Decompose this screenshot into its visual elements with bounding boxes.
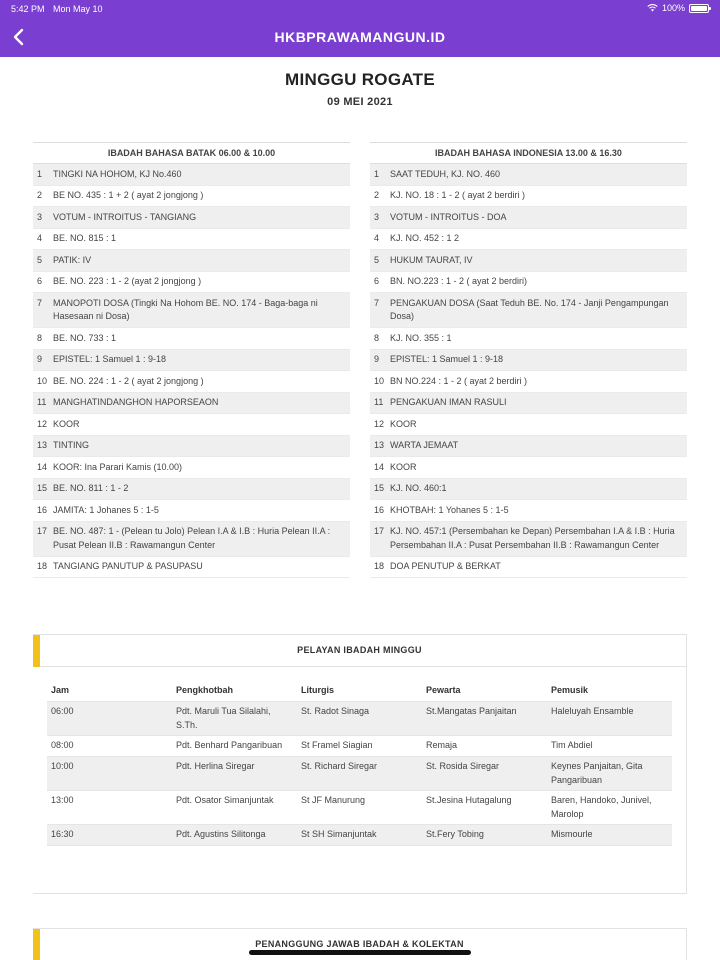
- liturgy-batak-row: [33, 414, 350, 436]
- row-number: 16: [37, 504, 48, 515]
- table-cell: Tim Abdiel: [551, 740, 593, 750]
- liturgy-indonesia-row: [370, 229, 687, 251]
- row-text: EPISTEL: 1 Samuel 1 : 9-18: [390, 354, 504, 364]
- liturgy-batak-list: [33, 164, 350, 578]
- row-text: DOA PENUTUP & BERKAT: [390, 561, 501, 571]
- row-number: 6: [374, 276, 380, 286]
- table-cell: Remaja: [426, 740, 458, 750]
- liturgy-batak-row: [33, 457, 350, 479]
- row-number: 11: [374, 397, 384, 407]
- row-text: PENGAKUAN DOSA (Saat Teduh BE. No. 174 - Janji Pengampungan Dosa): [390, 297, 669, 321]
- row-number: 4: [374, 233, 380, 243]
- row-text: KJ. NO. 355 : 1: [390, 332, 452, 343]
- liturgy-indonesia-row: [370, 414, 687, 436]
- row-number: 15: [374, 483, 385, 493]
- liturgy-batak-row: [33, 164, 350, 186]
- table-cell: Baren, Handoko, Junivel, Marolop: [551, 795, 652, 819]
- liturgy-batak: [33, 142, 350, 578]
- liturgy-batak-row: [33, 207, 350, 229]
- table-cell: 10:00: [51, 761, 74, 771]
- row-text: TINTING: [53, 440, 89, 450]
- row-number: 12: [374, 418, 385, 429]
- row-text: TINGKI NA HOHOM, KJ No.460: [53, 168, 182, 179]
- row-text: BE. NO. 733 : 1: [53, 332, 117, 343]
- table-row: [47, 825, 672, 846]
- liturgy-indonesia-row: [370, 457, 687, 479]
- row-text: BN. NO.223 : 1 - 2 ( ayat 2 berdiri): [390, 276, 528, 286]
- row-number: 13: [374, 440, 385, 450]
- nav-bar: [0, 17, 720, 57]
- row-number: 14: [37, 461, 48, 472]
- table-cell: Keynes Panjaitan, Gita Pangaribuan: [551, 761, 643, 785]
- table-cell: 08:00: [51, 740, 74, 750]
- row-number: 17: [37, 526, 48, 536]
- table-row: [47, 736, 672, 757]
- row-number: 5: [374, 254, 380, 265]
- row-number: 9: [374, 354, 380, 364]
- row-text: KJ. NO. 460:1: [390, 483, 447, 493]
- liturgy-indonesia-list: [370, 164, 687, 578]
- liturgy-batak-row: [33, 436, 350, 458]
- liturgy-indonesia-row: [370, 350, 687, 372]
- pelayan-table: [47, 680, 672, 846]
- table-cell: Haleluyah Ensamble: [551, 706, 634, 716]
- liturgy-indonesia-row: [370, 500, 687, 522]
- liturgy-batak-header: IBADAH BAHASA BATAK 06.00 & 10.00: [33, 142, 350, 164]
- row-text: BE. NO. 223 : 1 - 2 (ayat 2 jongjong ): [53, 276, 202, 286]
- liturgy-indonesia-header: IBADAH BAHASA INDONESIA 13.00 & 16.30: [370, 142, 687, 164]
- liturgy-indonesia-row: [370, 293, 687, 328]
- liturgy-indonesia-row: [370, 164, 687, 186]
- liturgy-indonesia: [370, 142, 687, 578]
- row-text: WARTA JEMAAT: [390, 440, 459, 450]
- column-header-jam: Jam: [51, 685, 70, 695]
- card-accent-bar: [33, 635, 40, 667]
- page-date: 09 MEI 2021: [327, 96, 393, 108]
- liturgy-batak-row: [33, 557, 350, 579]
- table-cell: 13:00: [51, 795, 74, 805]
- battery-percent: 100%: [661, 3, 685, 13]
- row-text: KJ. NO. 452 : 1 2: [390, 233, 460, 243]
- liturgy-batak-row: [33, 479, 350, 501]
- row-text: JAMITA: 1 Johanes 5 : 1-5: [53, 504, 159, 515]
- column-header-pemusik: Pemusik: [551, 685, 589, 695]
- table-cell: Pdt. Benhard Pangaribuan: [176, 740, 283, 750]
- liturgy-indonesia-row: [370, 272, 687, 294]
- pelayan-title: PELAYAN IBADAH MINGGU: [33, 635, 686, 667]
- row-text: KHOTBAH: 1 Yohanes 5 : 1-5: [390, 504, 509, 515]
- table-cell: St JF Manurung: [301, 795, 366, 805]
- row-text: EPISTEL: 1 Samuel 1 : 9-18: [53, 354, 167, 364]
- liturgy-batak-row: [33, 350, 350, 372]
- row-number: 1: [37, 168, 43, 179]
- table-cell: St.Fery Tobing: [426, 829, 484, 839]
- row-number: 10: [37, 375, 48, 386]
- row-text: BE. NO. 815 : 1: [53, 233, 117, 243]
- table-cell: Pdt. Herlina Siregar: [176, 761, 255, 771]
- row-text: SAAT TEDUH, KJ. NO. 460: [390, 168, 501, 179]
- liturgy-batak-row: [33, 250, 350, 272]
- card-accent-bar: [33, 929, 40, 960]
- row-text: HUKUM TAURAT, IV: [390, 254, 473, 265]
- liturgy-batak-row: [33, 272, 350, 294]
- liturgy-indonesia-row: [370, 371, 687, 393]
- row-text: VOTUM - INTROITUS - DOA: [390, 211, 507, 222]
- row-text: BE. NO. 811 : 1 - 2: [53, 483, 129, 493]
- liturgy-indonesia-row: [370, 557, 687, 579]
- column-header-pengkhotbah: Pengkhotbah: [176, 685, 234, 695]
- row-number: 15: [37, 483, 48, 493]
- liturgy-indonesia-row: [370, 250, 687, 272]
- liturgy-batak-row: [33, 328, 350, 350]
- row-number: 18: [37, 561, 48, 571]
- row-text: BE NO. 435 : 1 + 2 ( ayat 2 jongjong ): [53, 190, 204, 200]
- row-number: 9: [37, 354, 43, 364]
- table-cell: St Framel Siagian: [301, 740, 373, 750]
- row-number: 11: [37, 397, 47, 407]
- table-cell: Pdt. Osator Simanjuntak: [176, 795, 274, 805]
- liturgy-batak-row: [33, 500, 350, 522]
- pelayan-card: [33, 634, 687, 894]
- row-number: 10: [374, 375, 385, 386]
- table-cell: Pdt. Maruli Tua Silalahi, S.Th.: [176, 706, 271, 730]
- row-number: 18: [374, 561, 385, 571]
- row-text: KOOR: Ina Parari Kamis (10.00): [53, 461, 183, 472]
- row-number: 8: [374, 332, 380, 343]
- row-number: 2: [374, 190, 380, 200]
- row-number: 13: [37, 440, 48, 450]
- column-header-liturgis: Liturgis: [301, 685, 334, 695]
- row-number: 2: [37, 190, 43, 200]
- row-number: 1: [374, 168, 380, 179]
- table-cell: 06:00: [51, 706, 74, 716]
- row-text: PENGAKUAN IMAN RASULI: [390, 397, 507, 407]
- status-bar: [0, 0, 720, 17]
- wifi-icon: [647, 4, 658, 12]
- liturgy-indonesia-row: [370, 393, 687, 415]
- row-text: MANGHATINDANGHON HAPORSEAON: [53, 397, 219, 407]
- liturgy-batak-row: [33, 522, 350, 557]
- page-title: MINGGU ROGATE: [285, 70, 435, 89]
- table-row: [47, 791, 672, 825]
- row-text: KOOR: [390, 418, 417, 429]
- liturgy-batak-row: [33, 293, 350, 328]
- pelayan-table-body: [47, 702, 672, 846]
- row-number: 3: [37, 211, 43, 222]
- table-cell: St. Radot Sinaga: [301, 706, 370, 716]
- row-number: 6: [37, 276, 43, 286]
- battery-icon: [689, 4, 709, 13]
- liturgy-indonesia-row: [370, 436, 687, 458]
- row-text: VOTUM - INTROITUS - TANGIANG: [53, 211, 197, 222]
- table-cell: 16:30: [51, 829, 74, 839]
- row-number: 8: [37, 332, 43, 343]
- row-number: 16: [374, 504, 385, 515]
- row-text: KJ. NO. 457:1 (Persembahan ke Depan) Persembahan I.A & I.B : Huria Persembahan II.A : Pusat Persembahan II.B : Rawamangun Center: [390, 526, 675, 550]
- row-number: 3: [374, 211, 380, 222]
- row-text: MANOPOTI DOSA (Tingki Na Hohom BE. NO. 174 - Baga-baga ni Hasesaan ni Dosa): [53, 297, 318, 321]
- liturgy-batak-row: [33, 229, 350, 251]
- table-cell: St.Jesina Hutagalung: [426, 795, 512, 805]
- table-cell: Pdt. Agustins Silitonga: [176, 829, 266, 839]
- row-number: 4: [37, 233, 43, 243]
- liturgy-batak-row: [33, 393, 350, 415]
- liturgy-indonesia-row: [370, 207, 687, 229]
- table-row: [47, 702, 672, 736]
- row-text: BN NO.224 : 1 - 2 ( ayat 2 berdiri ): [390, 375, 528, 386]
- liturgy-indonesia-row: [370, 328, 687, 350]
- row-text: BE. NO. 487: 1 - (Pelean tu Jolo) Pelean I.A & I.B : Huria Pelean II.A : Pusat Pelean II.B : Rawamangun Center: [53, 526, 331, 550]
- liturgy-indonesia-row: [370, 186, 687, 208]
- pelayan-table-header: [47, 680, 672, 702]
- column-header-pewarta: Pewarta: [426, 685, 461, 695]
- row-number: 14: [374, 461, 385, 472]
- penanggung-card: [33, 928, 687, 960]
- row-text: PATIK: IV: [53, 254, 92, 265]
- table-cell: St. Richard Siregar: [301, 761, 378, 771]
- row-number: 7: [37, 297, 43, 308]
- status-time: 5:42 PM: [11, 4, 45, 14]
- table-cell: St. Rosida Siregar: [426, 761, 500, 771]
- row-text: KOOR: [53, 418, 80, 429]
- table-cell: St.Mangatas Panjaitan: [426, 706, 517, 716]
- row-text: KOOR: [390, 461, 417, 472]
- liturgy-indonesia-row: [370, 479, 687, 501]
- status-date: Mon May 10: [53, 4, 103, 14]
- nav-title: HKBPRAWAMANGUN.ID: [274, 29, 446, 45]
- row-number: 12: [37, 418, 48, 429]
- row-number: 5: [37, 254, 43, 265]
- penanggung-title: PENANGGUNG JAWAB IBADAH & KOLEKTAN: [33, 929, 686, 960]
- table-row: [47, 757, 672, 791]
- home-indicator[interactable]: [249, 950, 471, 955]
- row-text: KJ. NO. 18 : 1 - 2 ( ayat 2 berdiri ): [390, 190, 526, 200]
- status-right: [647, 3, 709, 13]
- row-text: TANGIANG PANUTUP & PASUPASU: [53, 561, 203, 571]
- row-number: 7: [374, 297, 380, 308]
- row-text: BE. NO. 224 : 1 - 2 ( ayat 2 jongjong ): [53, 375, 204, 386]
- liturgy-batak-row: [33, 186, 350, 208]
- row-number: 17: [374, 526, 385, 536]
- liturgy-batak-row: [33, 371, 350, 393]
- table-cell: Mismourle: [551, 829, 593, 839]
- table-cell: St SH Simanjuntak: [301, 829, 377, 839]
- liturgy-indonesia-row: [370, 522, 687, 557]
